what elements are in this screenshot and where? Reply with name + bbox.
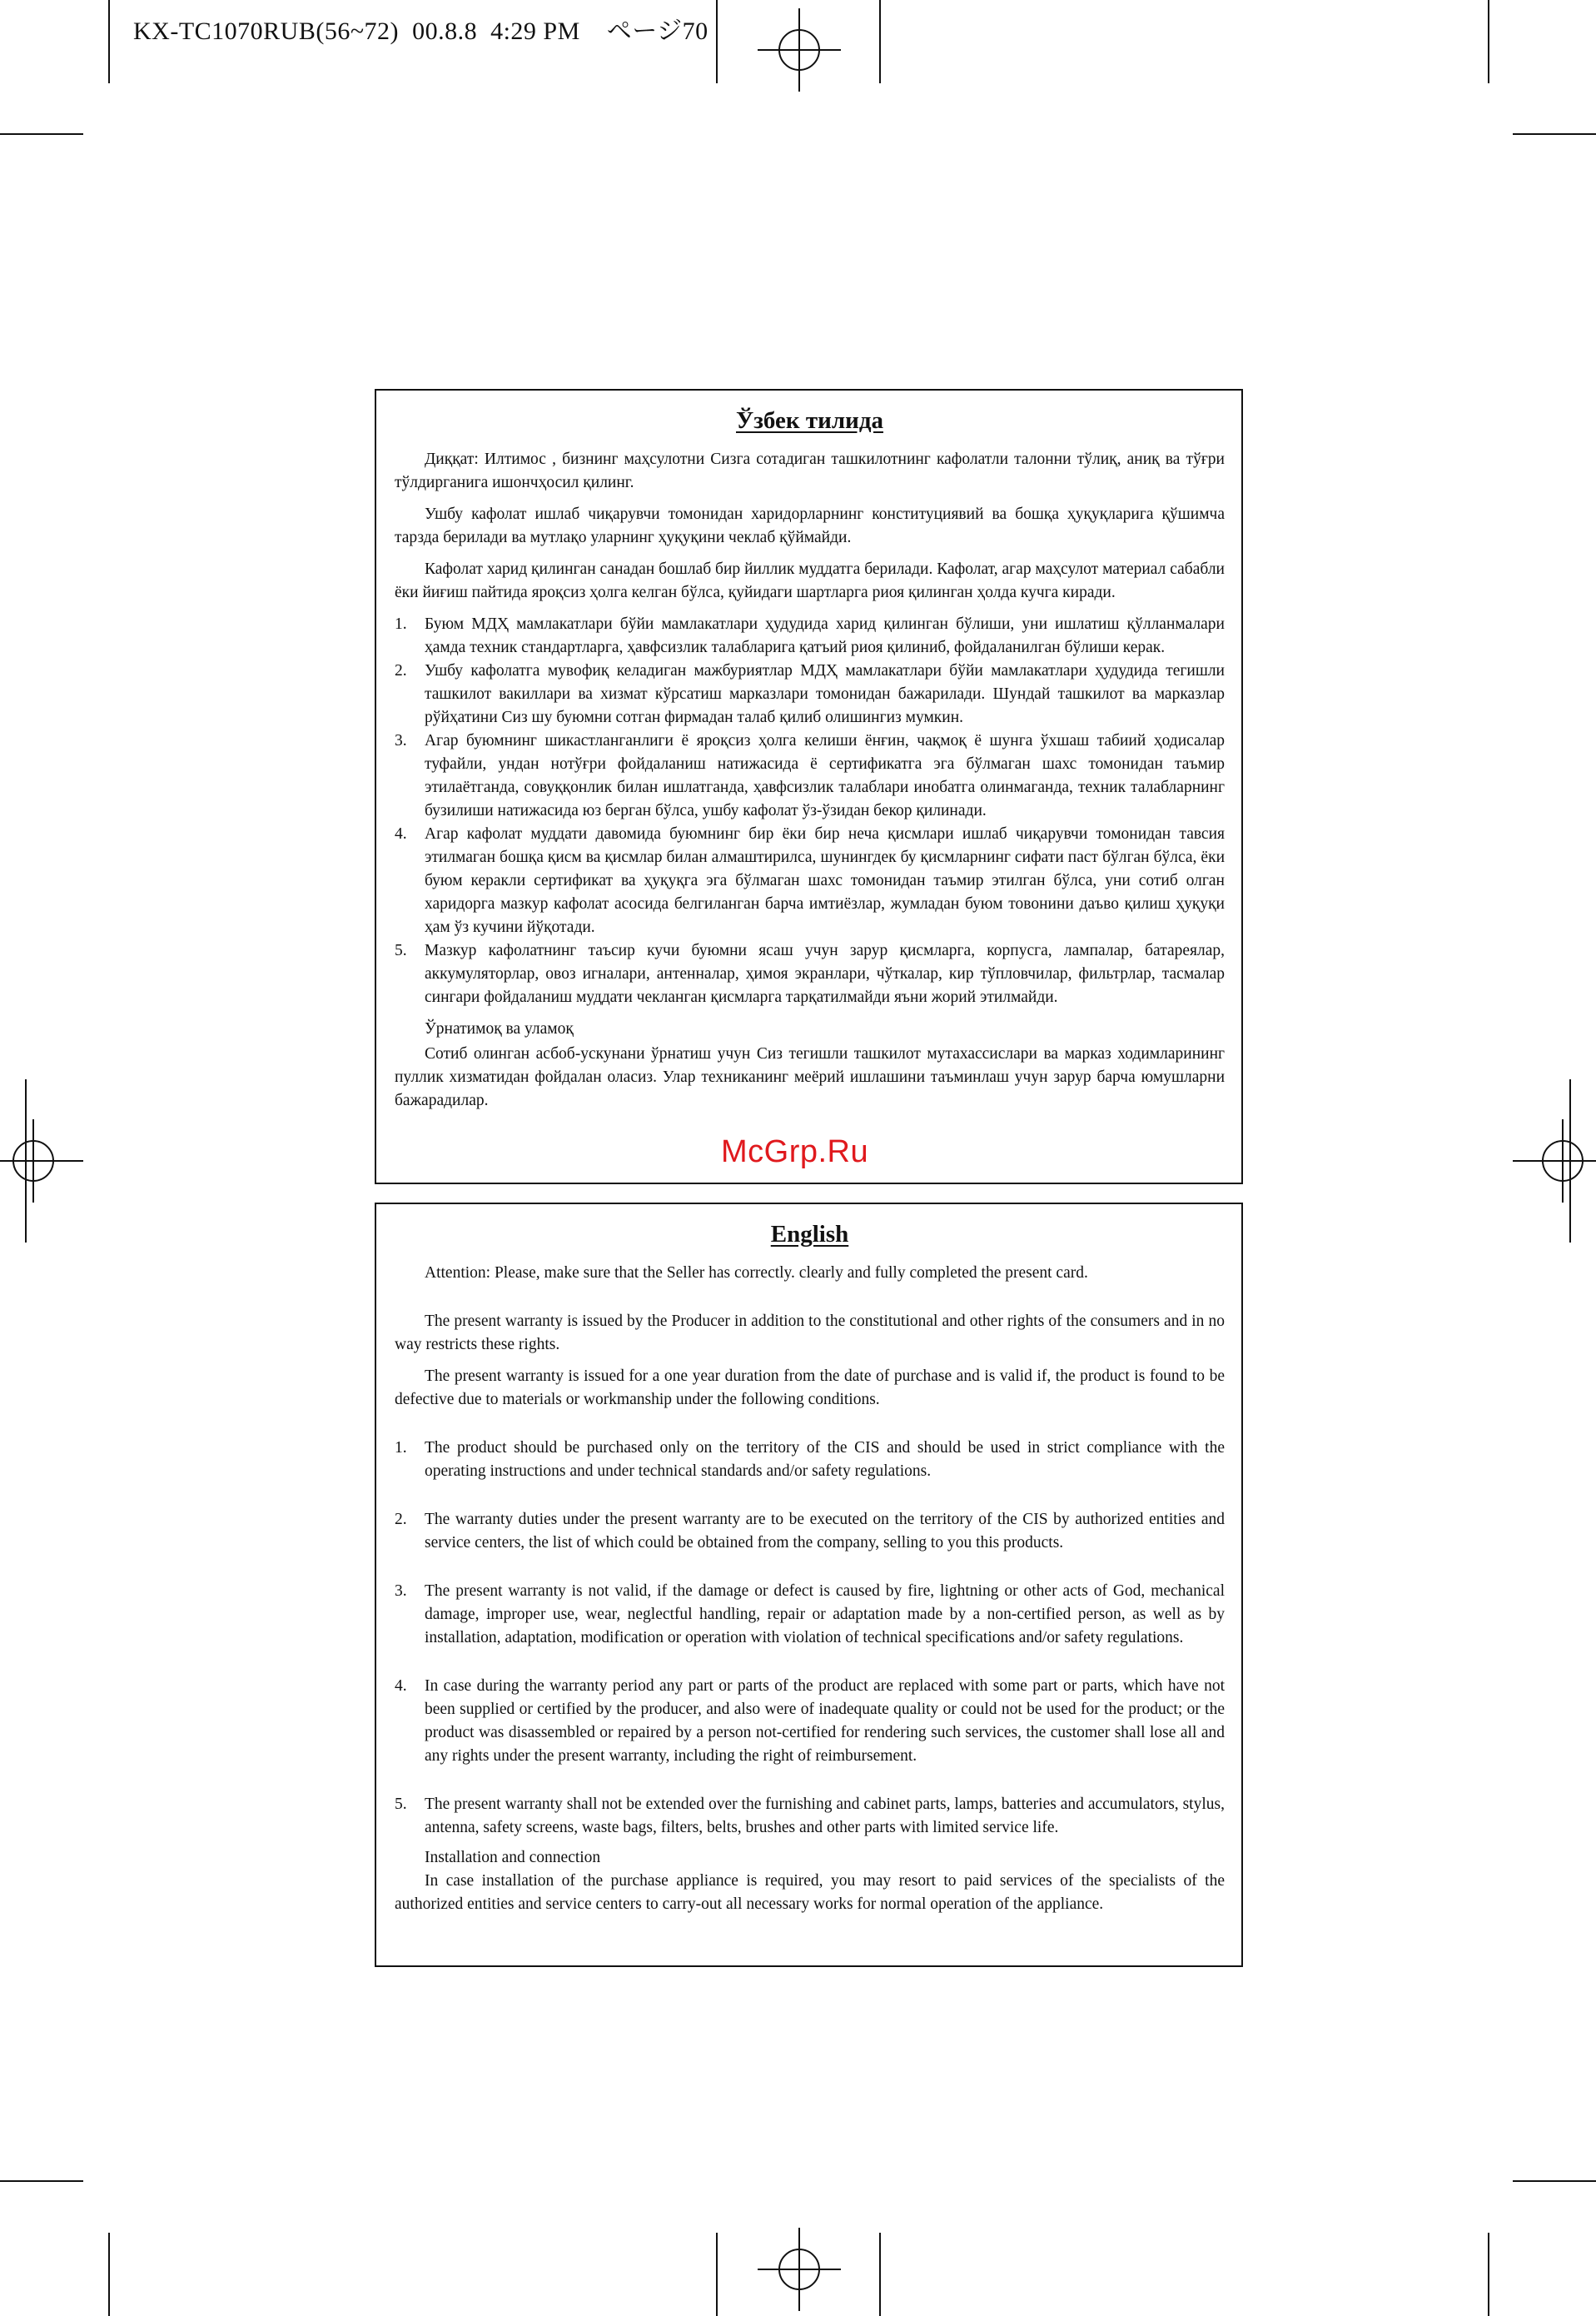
english-install-text: In case installation of the purchase appliance is required, you may resort to paid services of the specialists of the authorized entities and service centers to carry-out all necessary works for normal operation of the appliance. xyxy=(395,1872,1225,1913)
list-item xyxy=(395,1793,1225,1840)
uzbek-install-title: Ўрнатимоқ ва уламоқ xyxy=(425,1020,574,1038)
registration-mark-icon xyxy=(758,2228,841,2311)
uzbek-install-text: Сотиб олинган асбоб-ускунани ўрнатиш учун Сиз тегишли ташкилот мутахассислари ва марказ ходимларининг пуллик хизматидан фойдалан оласиз. Улар техниканинг меёрий ишлашини таъминлаш учун зарур барча юмушларни бажарадилар. xyxy=(395,1045,1225,1109)
uzbek-paragraph: Кафолат харид қилинган санадан бошлаб бир йиллик муддатга берилади. Кафолат, агар маҳсулот материал сабабли ёки йиғиш пайтида яроқсиз ҳолга келган бўлса, қуйидаги шартларга риоя қилинган ҳолда кучга киради. xyxy=(395,560,1225,601)
english-paragraph: The present warranty is issued for a one year duration from the date of purchase and is valid if, the product is found to be defective due to materials or workmanship under the following conditions. xyxy=(395,1367,1225,1408)
crop-mark xyxy=(716,2233,718,2316)
item-text: Агар кафолат муддати давомида буюмнинг бир ёки бир неча қисмлари ишлаб чиқарувчи томонидан тавсия этилмаган бошқа қисм ва қисмлар билан алмаштирилса, шунингдек бу қисмларнинг сифати паст бўлган бўлса, ёки буюм керакли сертификат ва ҳуқуқга эга бўлмаган шахс томонидан таъмир этилган бўлса, уни сотиб олган харидорга мазкур кафолат асосида белгиланган барча имтиёзлар, жумладан буюм товонини даъво қилиш ҳуқуқи ҳам ўз кучини йўқотади. xyxy=(425,825,1225,936)
watermark: McGrp.Ru xyxy=(721,1134,869,1169)
item-number: 2. xyxy=(395,662,407,680)
item-number: 3. xyxy=(395,732,407,750)
registration-mark-icon xyxy=(758,8,841,92)
item-number: 4. xyxy=(395,825,407,843)
item-text: Ушбу кафолатга мувофиқ келадиган мажбуриятлар МДҲ мамлакатлари бўйи мамлакатлари ҳудудида тегишли ташкилот вакиллари ва хизмат кўрсатиш марказлари томонидан бажарилади. Шундай ташкилот ва марказлар рўйҳатини Сиз шу буюмни сотган фирмадан талаб қилиб олишингиз мумкин. xyxy=(425,662,1225,726)
item-number: 1. xyxy=(395,615,407,633)
uzbek-title: Ўзбек тилида xyxy=(736,407,883,434)
item-number: 5. xyxy=(395,1796,407,1813)
item-text: The present warranty shall not be extended over the furnishing and cabinet parts, lamps, batteries and accumulators, stylus, antenna, safety screens, waste bags, filters, belts, brushes and other parts with limited service life. xyxy=(425,1796,1225,1836)
list-item xyxy=(395,823,1225,939)
uzbek-paragraph: Ушбу кафолат ишлаб чиқарувчи томонидан харидорларнинг конституциявий ва бошқа ҳуқуқларига қўшимча тарзда берилади ва мутлақо уларнинг ҳуқуқини чеклаб қўймайди. xyxy=(395,506,1225,546)
item-text: Мазкур кафолатнинг таъсир кучи буюмни ясаш учун зарур қисмларга, корпусга, лампалар, батареялар, аккумуляторлар, овоз игналари, антенналар, ҳимоя экранлари, чўткалар, кир тўпловчилар, фильтрлар, тасмалар сингари фойдаланиш муддати чекланган қисмларга тарқатилмайди яъни жорий этилмайди. xyxy=(425,942,1225,1006)
crop-mark xyxy=(1513,133,1596,135)
header-date: 00.8.8 xyxy=(412,17,478,45)
list-item xyxy=(395,613,1225,660)
registration-mark-icon xyxy=(1513,1119,1596,1203)
english-title: English xyxy=(770,1221,849,1248)
crop-mark xyxy=(0,133,83,135)
header-model: KX-TC1070RUB(56~72) xyxy=(133,17,400,45)
list-item xyxy=(395,730,1225,823)
item-text: Агар буюмнинг шикастланганлиги ё яроқсиз ҳолга келиши ёнғин, чақмоқ ё шунга ўхшаш табиий ҳодисалар туфайли, ундан нотўғри фойдаланиш натижасида ё сертификатга эга бўлмаган шахс томонидан таъмир этилаётганда, совуққонлик билан ишлатганда, ҳавфсизлик талаблари инобатга олинмаганда, техник талабларнинг бузилиши натижасида юз берган бўлса, ушбу кафолат ўз-ўзидан бекор қилинади. xyxy=(425,732,1225,819)
uzbek-conditions-list xyxy=(395,613,1225,1009)
registration-mark-icon xyxy=(0,1119,83,1203)
list-item xyxy=(395,1437,1225,1483)
header-page: ページ70 xyxy=(606,17,709,45)
crop-mark xyxy=(108,2233,110,2316)
crop-mark xyxy=(0,2180,83,2182)
list-item xyxy=(395,660,1225,730)
crop-mark xyxy=(716,0,718,83)
item-text: In case during the warranty period any part or parts of the product are replaced with some part or parts, which have not been supplied or certified by the producer, and also were of inadequate quality or could not be used for the product; or the product was disassembled or repaired by a person not-certified for rendering such services, the customer shall lose all and any rights under the present warranty, including the right of reimbursement. xyxy=(425,1677,1225,1765)
list-item xyxy=(395,1675,1225,1768)
item-text: The warranty duties under the present warranty are to be executed on the territory of the CIS by authorized entities and service centers, the list of which could be obtained from the company, selling to you this products. xyxy=(425,1511,1225,1551)
english-install-title: Installation and connection xyxy=(425,1849,601,1866)
crop-mark xyxy=(879,0,881,83)
item-text: The product should be purchased only on the territory of the CIS and should be used in strict compliance with the operating instructions and under technical standards and/or safety regulations. xyxy=(425,1439,1225,1480)
uzbek-warranty-section xyxy=(375,389,1243,1184)
english-warranty-section xyxy=(375,1203,1243,1967)
english-conditions-list xyxy=(395,1437,1225,1840)
crop-mark xyxy=(1513,2180,1596,2182)
item-number: 4. xyxy=(395,1677,407,1695)
item-text: Буюм МДҲ мамлакатлари бўйи мамлакатлари ҳудудида харид қилинган бўлиши, уни ишлатиш қўлланмалари ҳамда техник стандартларга, ҳавфсизлик талабларига қатъий риоя қилиниб, фойдаланилган бўлиши керак. xyxy=(425,615,1225,656)
print-header xyxy=(133,10,709,47)
item-number: 5. xyxy=(395,942,407,959)
list-item xyxy=(395,1508,1225,1555)
crop-mark xyxy=(879,2233,881,2316)
item-number: 3. xyxy=(395,1582,407,1600)
english-attention: Attention: Please, make sure that the Seller has correctly. clearly and fully completed the present card. xyxy=(425,1264,1088,1282)
list-item xyxy=(395,1580,1225,1650)
item-number: 2. xyxy=(395,1511,407,1528)
crop-mark xyxy=(108,0,110,83)
item-text: The present warranty is not valid, if the damage or defect is caused by fire, lightning or other acts of God, mechanical damage, improper use, wear, neglectful handling, repair or adaptation made by a non-certified person, as well as by installation, adaptation, modification or operation with violation of technical specifications and/or safety regulations. xyxy=(425,1582,1225,1646)
crop-mark xyxy=(1488,2233,1489,2316)
uzbek-paragraph: Диққат: Илтимос , бизнинг маҳсулотни Сизга сотадиган ташкилотнинг кафолатли талонни тўлиқ, аниқ ва тўғри тўлдирганига ишончҳосил қилинг. xyxy=(395,451,1225,491)
crop-mark xyxy=(1488,0,1489,83)
item-number: 1. xyxy=(395,1439,407,1457)
list-item xyxy=(395,939,1225,1009)
header-time: 4:29 PM xyxy=(490,17,580,45)
english-paragraph: The present warranty is issued by the Producer in addition to the constitutional and other rights of the consumers and in no way restricts these rights. xyxy=(395,1312,1225,1353)
